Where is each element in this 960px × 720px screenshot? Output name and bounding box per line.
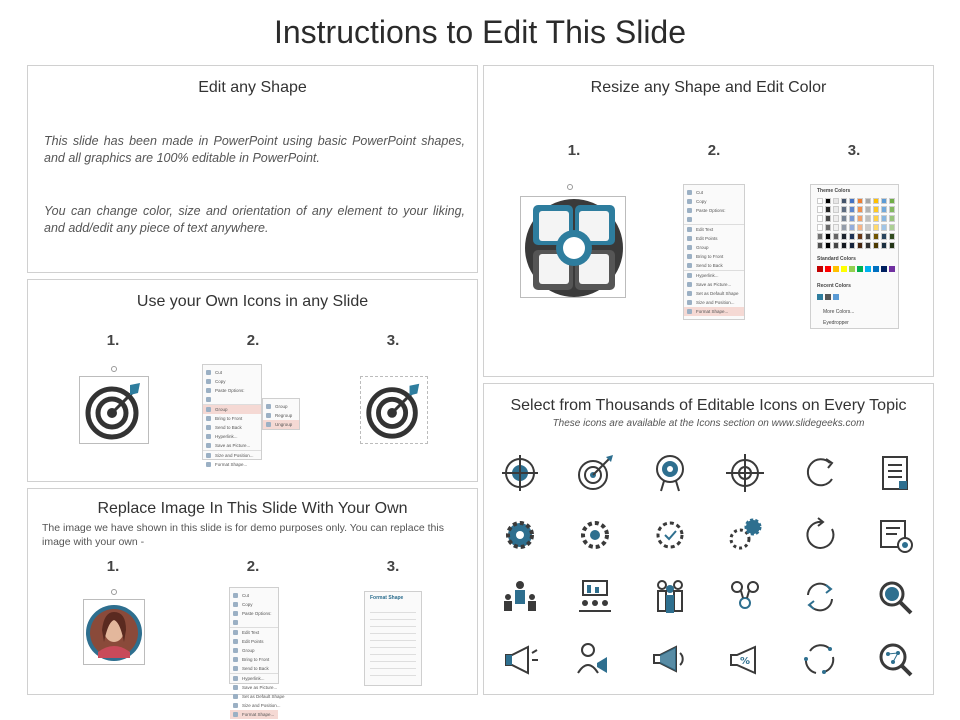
menu-item[interactable]: Hyperlink... — [230, 673, 278, 683]
color-swatch[interactable] — [873, 266, 879, 272]
color-swatch[interactable] — [865, 198, 871, 204]
gear-check-icon[interactable] — [648, 513, 692, 557]
dart-target-icon — [80, 377, 148, 443]
dart-target-icon[interactable] — [573, 451, 617, 495]
paragraph: This slide has been made in PowerPoint using basic PowerPoint shapes, and all graphics are 100% editable in PowerPoint. — [44, 134, 465, 165]
magnifier-network-icon[interactable] — [873, 637, 917, 681]
puzzle-shape-icon — [521, 197, 627, 299]
step-number: 3. — [386, 558, 400, 575]
checklist-gear-icon[interactable] — [873, 513, 917, 557]
color-swatch[interactable] — [833, 206, 839, 213]
context-menu[interactable] — [229, 587, 285, 717]
color-swatch[interactable] — [833, 224, 839, 231]
menu-item[interactable]: Bring to Front — [203, 414, 261, 423]
color-swatch[interactable] — [857, 224, 863, 231]
description: The image we have shown in this slide is for demo purposes only. You can replace this image with your own - — [42, 522, 444, 548]
color-swatch[interactable] — [841, 206, 847, 213]
theme-colors-label: Theme Colors — [817, 188, 851, 194]
color-swatch[interactable] — [889, 242, 895, 249]
standard-colors-label: Standard Colors — [817, 256, 856, 262]
page-title: Instructions to Edit This Slide — [273, 14, 687, 50]
color-swatch[interactable] — [889, 215, 895, 222]
color-swatch[interactable] — [833, 242, 839, 249]
panel-edit-shape — [27, 65, 478, 273]
color-swatch[interactable] — [817, 215, 823, 222]
color-swatch[interactable] — [881, 224, 887, 231]
color-swatch[interactable] — [881, 242, 887, 249]
color-swatch[interactable] — [865, 233, 871, 240]
color-swatch[interactable] — [857, 242, 863, 249]
target-stand-icon[interactable] — [648, 451, 692, 495]
menu-item[interactable] — [203, 395, 261, 404]
color-swatch[interactable] — [833, 215, 839, 222]
menu-item[interactable]: Paste Options: — [203, 386, 261, 395]
color-swatch[interactable] — [857, 233, 863, 240]
color-swatch[interactable] — [873, 206, 879, 213]
circular-arrows-icon[interactable] — [798, 637, 842, 681]
refresh-arrow-icon[interactable] — [798, 451, 842, 495]
color-swatch[interactable] — [889, 224, 895, 231]
menu-item[interactable]: Paste Options: — [230, 609, 278, 618]
color-swatch[interactable] — [825, 266, 831, 272]
color-swatch[interactable] — [849, 233, 855, 240]
color-swatch[interactable] — [849, 215, 855, 222]
panel-icons — [483, 383, 934, 695]
color-swatch[interactable] — [849, 206, 855, 213]
board-meeting-icon[interactable] — [573, 575, 617, 619]
cycle-arrows-icon[interactable] — [798, 575, 842, 619]
color-swatch[interactable] — [849, 198, 855, 204]
megaphone-outline-icon[interactable] — [648, 637, 692, 681]
color-swatch[interactable] — [841, 233, 847, 240]
menu-item[interactable]: Bring to Front — [684, 252, 744, 261]
panel-subtitle: These icons are available at the Icons section on www.slidegeeks.com — [552, 418, 865, 429]
more-colors-option[interactable]: More Colors... — [823, 309, 855, 315]
presenter-group-icon[interactable] — [498, 575, 542, 619]
color-swatch[interactable] — [889, 198, 895, 204]
menu-item[interactable]: Hyperlink... — [203, 432, 261, 441]
menu-item[interactable]: Copy — [684, 197, 744, 206]
gear-icon[interactable] — [498, 513, 542, 557]
color-swatch[interactable] — [817, 266, 823, 272]
color-swatch[interactable] — [849, 224, 855, 231]
selected-image[interactable] — [83, 599, 145, 665]
color-swatch[interactable] — [841, 242, 847, 249]
format-shape-pane[interactable] — [364, 591, 422, 686]
portrait-image — [84, 600, 144, 664]
menu-item[interactable]: Edit Text — [684, 224, 744, 234]
checklist-document-icon[interactable] — [873, 451, 917, 495]
group-submenu[interactable] — [262, 398, 300, 430]
color-swatch[interactable] — [849, 242, 855, 249]
menu-item[interactable]: Set as Default Shape — [684, 289, 744, 298]
color-swatch[interactable] — [889, 266, 895, 272]
menu-item[interactable]: Group — [230, 646, 278, 655]
context-menu[interactable] — [202, 364, 262, 467]
panel-title: Resize any Shape and Edit Color — [590, 79, 827, 96]
menu-item[interactable]: Edit Text — [230, 627, 278, 637]
menu-item[interactable]: Group — [263, 402, 299, 411]
menu-item[interactable]: Bring to Front — [230, 655, 278, 664]
context-menu[interactable] — [683, 184, 745, 320]
color-swatch[interactable] — [825, 206, 831, 213]
menu-item[interactable]: Copy — [203, 377, 261, 386]
menu-item[interactable]: Hyperlink... — [684, 270, 744, 280]
team-network-icon[interactable] — [723, 575, 767, 619]
color-swatch[interactable] — [841, 224, 847, 231]
menu-item[interactable]: Size and Position... — [203, 450, 261, 460]
color-swatch[interactable] — [817, 206, 823, 213]
color-swatch[interactable] — [873, 198, 879, 204]
color-swatch[interactable] — [833, 198, 839, 204]
menu-item[interactable]: Cut — [203, 368, 261, 377]
rotate-handle[interactable] — [111, 366, 117, 372]
color-swatch[interactable] — [865, 224, 871, 231]
color-swatch[interactable] — [881, 215, 887, 222]
user-megaphone-icon[interactable] — [573, 637, 617, 681]
menu-item[interactable]: Regroup — [263, 411, 299, 420]
menu-item[interactable]: Cut — [684, 188, 744, 197]
color-swatch[interactable] — [873, 242, 879, 249]
color-swatch[interactable] — [873, 224, 879, 231]
color-swatch[interactable] — [833, 233, 839, 240]
menu-item[interactable]: Edit Points — [684, 234, 744, 243]
step-number: 2. — [246, 332, 260, 349]
color-swatch[interactable] — [841, 215, 847, 222]
menu-item[interactable]: Set as Default Shape — [230, 692, 278, 701]
menu-item[interactable]: Format Shape... — [684, 307, 744, 316]
eyedropper-option[interactable]: Eyedropper — [823, 320, 849, 326]
color-swatch[interactable] — [817, 233, 823, 240]
dart-target-icon — [361, 377, 427, 443]
color-swatch[interactable] — [865, 206, 871, 213]
color-swatch[interactable] — [881, 233, 887, 240]
panel-title: Select from Thousands of Editable Icons on Every Topic — [510, 397, 907, 414]
ungrouped-icon[interactable] — [360, 376, 428, 444]
color-swatch[interactable] — [873, 215, 879, 222]
selected-shape[interactable] — [520, 196, 626, 298]
color-swatch[interactable] — [833, 266, 839, 272]
rotate-arrow-icon[interactable] — [798, 513, 842, 557]
menu-item[interactable]: Cut — [230, 591, 278, 600]
panel-title: Replace Image In This Slide With Your Own — [97, 500, 408, 517]
color-swatch[interactable] — [817, 198, 823, 204]
selected-icon[interactable] — [79, 376, 149, 444]
gears-pair-icon[interactable] — [723, 513, 767, 557]
color-swatch[interactable] — [865, 215, 871, 222]
step-number: 1. — [106, 332, 120, 349]
panel-own-icons — [27, 279, 478, 482]
format-pane-title: Format Shape — [370, 595, 404, 601]
menu-item[interactable]: Group — [203, 404, 261, 414]
paragraph: You can change color, size and orientation of any element to your liking, and add/edit any piece of text anywhere. — [44, 204, 465, 235]
color-swatch[interactable] — [825, 294, 831, 300]
megaphone-icon[interactable] — [498, 637, 542, 681]
panel-resize-shape — [483, 65, 934, 377]
menu-item[interactable]: Save as Picture... — [230, 683, 278, 692]
recent-colors-label: Recent Colors — [817, 283, 851, 289]
menu-item[interactable]: Send to Back — [203, 423, 261, 432]
crosshair-icon[interactable] — [723, 451, 767, 495]
menu-item[interactable] — [230, 618, 278, 627]
color-swatch[interactable] — [873, 233, 879, 240]
color-swatch[interactable] — [817, 294, 823, 300]
color-swatch[interactable] — [825, 198, 831, 204]
color-swatch[interactable] — [881, 198, 887, 204]
panel-title: Edit any Shape — [198, 79, 307, 96]
menu-item[interactable]: Ungroup — [263, 420, 299, 429]
megaphone-percent-icon[interactable] — [723, 637, 767, 681]
color-swatch[interactable] — [857, 206, 863, 213]
color-swatch[interactable] — [865, 242, 871, 249]
team-people-icon[interactable] — [648, 575, 692, 619]
magnifier-icon[interactable] — [873, 575, 917, 619]
panel-replace-image — [27, 488, 478, 717]
step-number: 1. — [567, 142, 581, 159]
color-swatch[interactable] — [881, 206, 887, 213]
color-palette[interactable] — [810, 184, 899, 329]
format-options-list — [370, 606, 416, 682]
menu-item[interactable]: Edit Points — [230, 637, 278, 646]
menu-item[interactable]: Copy — [230, 600, 278, 609]
color-swatch[interactable] — [825, 233, 831, 240]
color-swatch[interactable] — [817, 224, 823, 231]
menu-item[interactable]: Format Shape... — [230, 710, 278, 719]
crosshair-target-icon[interactable] — [498, 451, 542, 495]
color-swatch[interactable] — [857, 215, 863, 222]
color-swatch[interactable] — [849, 266, 855, 272]
color-swatch[interactable] — [889, 206, 895, 213]
gear-outline-icon[interactable] — [573, 513, 617, 557]
step-number: 2. — [246, 558, 260, 575]
menu-item[interactable]: Send to Back — [230, 664, 278, 673]
color-swatch[interactable] — [833, 294, 839, 300]
color-swatch[interactable] — [841, 266, 847, 272]
menu-item[interactable]: Size and Position... — [684, 298, 744, 307]
color-swatch[interactable] — [857, 198, 863, 204]
menu-item[interactable]: Group — [684, 243, 744, 252]
color-swatch[interactable] — [825, 215, 831, 222]
menu-item[interactable]: Send to Back — [684, 261, 744, 270]
color-swatch[interactable] — [889, 233, 895, 240]
menu-item[interactable]: Format Shape... — [203, 460, 261, 469]
rotate-handle[interactable] — [111, 589, 117, 595]
color-swatch[interactable] — [825, 224, 831, 231]
color-swatch[interactable] — [841, 198, 847, 204]
color-swatch[interactable] — [865, 266, 871, 272]
menu-item[interactable]: Paste Options: — [684, 206, 744, 215]
resize-handle[interactable] — [567, 184, 573, 190]
menu-item[interactable] — [684, 215, 744, 224]
color-swatch[interactable] — [881, 266, 887, 272]
step-number: 2. — [707, 142, 721, 159]
menu-item[interactable]: Save as Picture... — [684, 280, 744, 289]
color-swatch[interactable] — [817, 242, 823, 249]
panel-title: Use your Own Icons in any Slide — [136, 293, 369, 310]
menu-item[interactable]: Save as Picture... — [203, 441, 261, 450]
step-number: 3. — [386, 332, 400, 349]
step-number: 1. — [106, 558, 120, 575]
step-number: 3. — [847, 142, 861, 159]
color-swatch[interactable] — [857, 266, 863, 272]
svg-text:%: % — [740, 656, 751, 667]
menu-item[interactable]: Size and Position... — [230, 701, 278, 710]
color-swatch[interactable] — [825, 242, 831, 249]
